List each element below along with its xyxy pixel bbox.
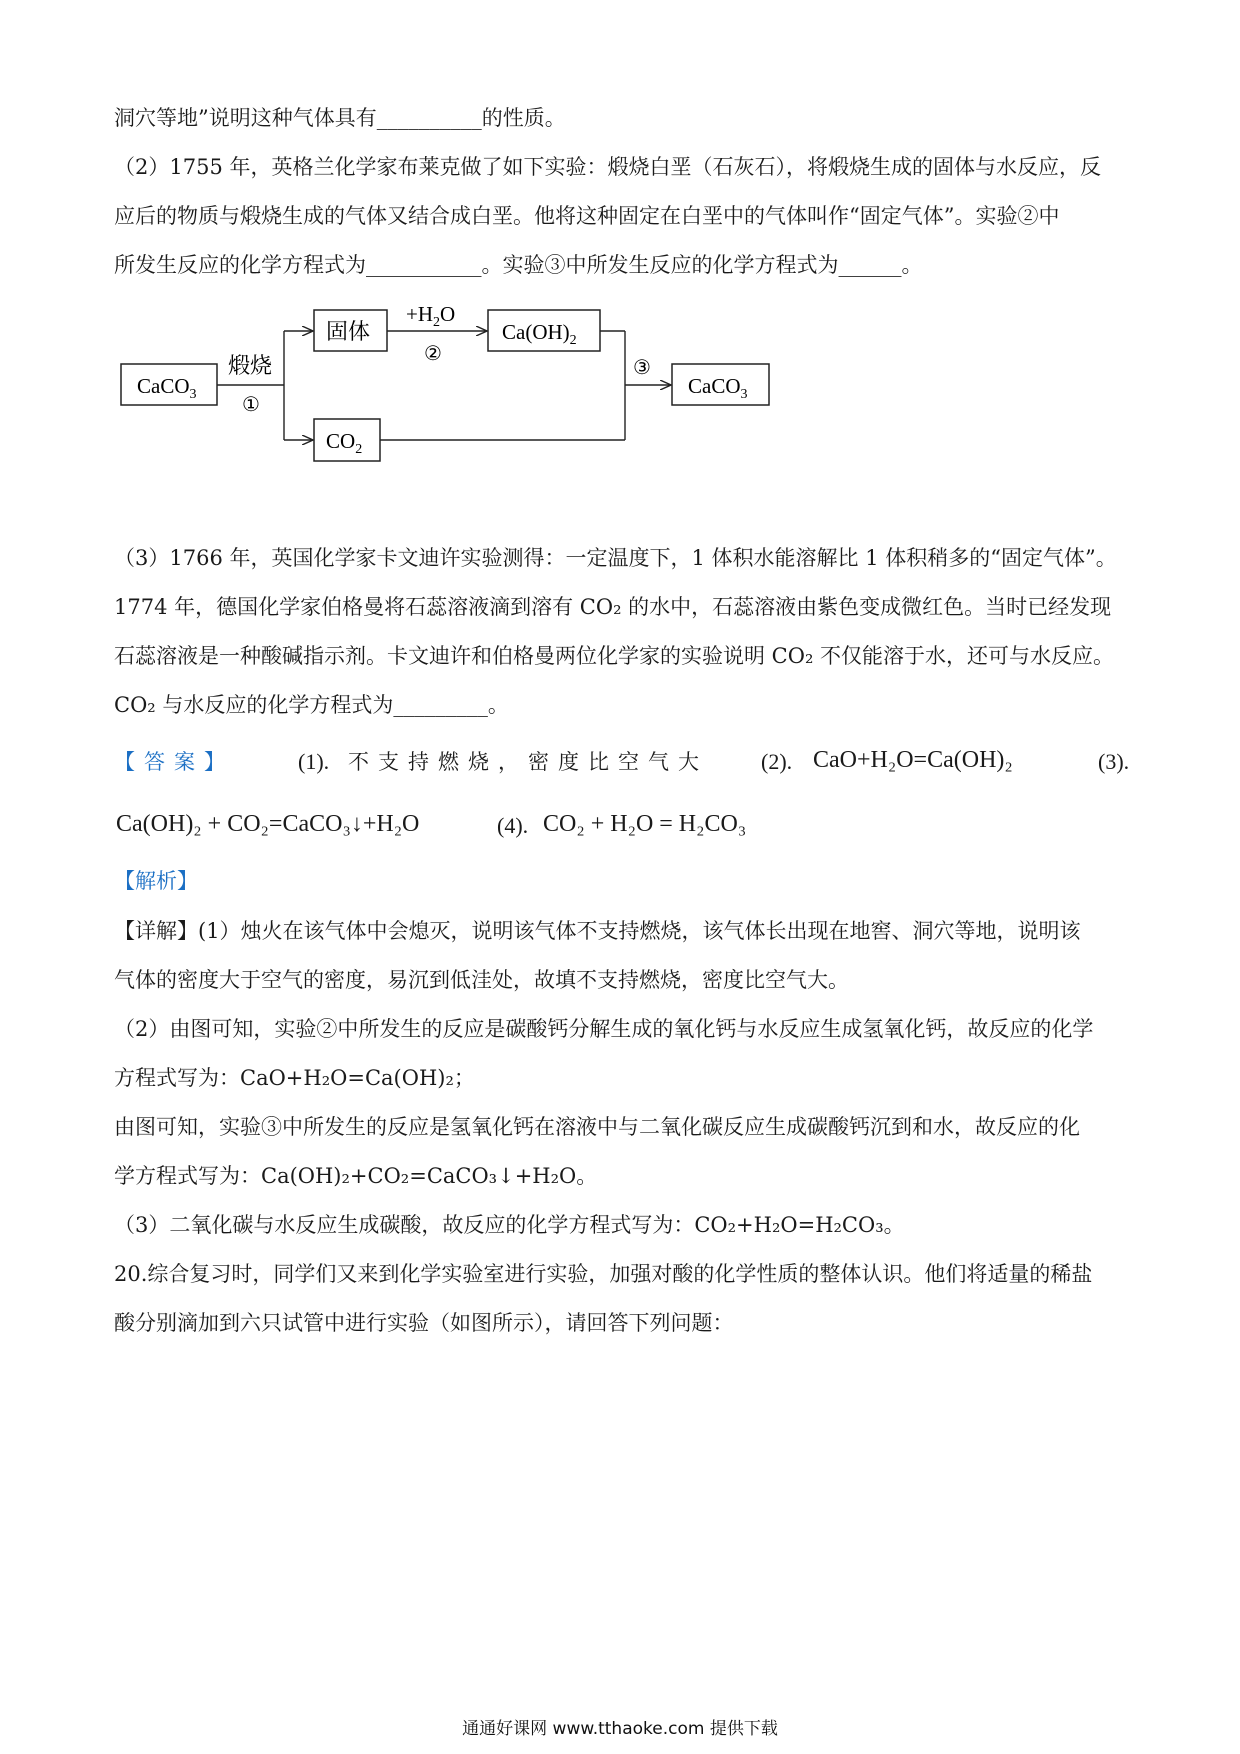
solid-label: 固体 bbox=[326, 319, 371, 344]
caco3-product-label: CaCO$_3$ bbox=[688, 374, 748, 402]
answer-4-number: (4). bbox=[497, 813, 529, 838]
footer-source: 通通好课网 www.tthaoke.com 提供下载 bbox=[462, 1719, 778, 1739]
text-line: 由图可知，实验③中所发生的反应是氢氧化钙在溶液中与二氧化碳反应生成碳酸钙沉到和水，故反应的化 bbox=[114, 1115, 1080, 1139]
answer-2-number: (2). bbox=[761, 749, 793, 774]
question-20-line: 20.综合复习时，同学们又来到化学实验室进行实验，加强对酸的化学性质的整体认识。他们将适量的稀盐 bbox=[114, 1262, 1093, 1286]
text-line: 【详解】(1）烛火在该气体中会熄灭，说明该气体不支持燃烧，该气体长出现在地窖、洞穴等地，说明该 bbox=[114, 919, 1081, 943]
text-line: 学方程式写为：Ca(OH)₂+CO₂=CaCO₃↓+H₂O。 bbox=[114, 1164, 598, 1188]
text-line: （2）由图可知，实验②中所发生的反应是碳酸钙分解生成的氧化钙与水反应生成氢氧化钙，故反应的化学 bbox=[114, 1017, 1094, 1041]
add-water-label: $+H_2O$ bbox=[406, 302, 456, 330]
answer-4-equation: CO₂ + H₂O = H₂CO₃ bbox=[543, 811, 747, 837]
text-line: （3）1766 年，英国化学家卡文迪许实验测得：一定温度下，1 体积水能溶解比 1 体积稍多的“固定气体”。 bbox=[114, 546, 1117, 570]
text-line: 1774 年，德国化学家伯格曼将石蕊溶液滴到溶有 CO₂ 的水中，石蕊溶液由紫色变成微红色。当时已经发现 bbox=[114, 595, 1112, 619]
answer-1-number: (1). bbox=[298, 749, 330, 774]
step-1-label: ① bbox=[242, 394, 260, 416]
calcium-hydroxide-label: $Ca(OH)_2$ bbox=[502, 320, 577, 348]
analysis-label: 【解析】 bbox=[114, 869, 198, 893]
text-line: 所发生反应的化学方程式为___________。实验③中所发生反应的化学方程式为______。 bbox=[114, 253, 923, 277]
text-line: 石蕊溶液是一种酸碱指示剂。卡文迪许和伯格曼两位化学家的实验说明 CO₂ 不仅能溶于水，还可与水反应。 bbox=[114, 644, 1115, 668]
step-2-label: ② bbox=[424, 343, 442, 365]
text-line: CO₂ 与水反应的化学方程式为_________。 bbox=[114, 693, 509, 717]
calcine-label: 煅烧 bbox=[228, 353, 273, 378]
text-line: （3）二氧化碳与水反应生成碳酸，故反应的化学方程式写为：CO₂+H₂O=H₂CO₃。 bbox=[114, 1213, 905, 1237]
answer-1-text: 不支持燃烧，密度比空气大 bbox=[348, 750, 708, 774]
text-line: 气体的密度大于空气的密度，易沉到低洼处，故填不支持燃烧，密度比空气大。 bbox=[114, 968, 849, 992]
caco3-reactant-label: CaCO$_3$ bbox=[137, 374, 197, 402]
answer-3-number: (3). bbox=[1098, 749, 1130, 774]
text-line: （2）1755 年，英格兰化学家布莱克做了如下实验：煅烧白垩（石灰石），将煅烧生成的固体与水反应，反 bbox=[114, 155, 1101, 179]
step-3-label: ③ bbox=[633, 357, 651, 379]
question-20-line: 酸分别滴加到六只试管中进行实验（如图所示），请回答下列问题： bbox=[114, 1311, 734, 1335]
text-line: 方程式写为：CaO+H₂O=Ca(OH)₂； bbox=[114, 1066, 475, 1090]
co2-label: $CO_2$ bbox=[326, 429, 363, 457]
answer-label: 【答案】 bbox=[114, 750, 234, 774]
answer-2-equation: CaO+H₂O=Ca(OH)₂ bbox=[813, 747, 1013, 773]
answer-3-equation: Ca(OH)₂ + CO₂=CaCO₃↓+H₂O bbox=[116, 811, 420, 837]
reaction-flow-diagram bbox=[0, 0, 1240, 480]
text-line: 应后的物质与煅烧生成的气体又结合成白垩。他将这种固定在白垩中的气体叫作“固定气体”。实验②中 bbox=[114, 204, 1060, 228]
text-line: 洞穴等地”说明这种气体具有__________的性质。 bbox=[114, 106, 566, 130]
